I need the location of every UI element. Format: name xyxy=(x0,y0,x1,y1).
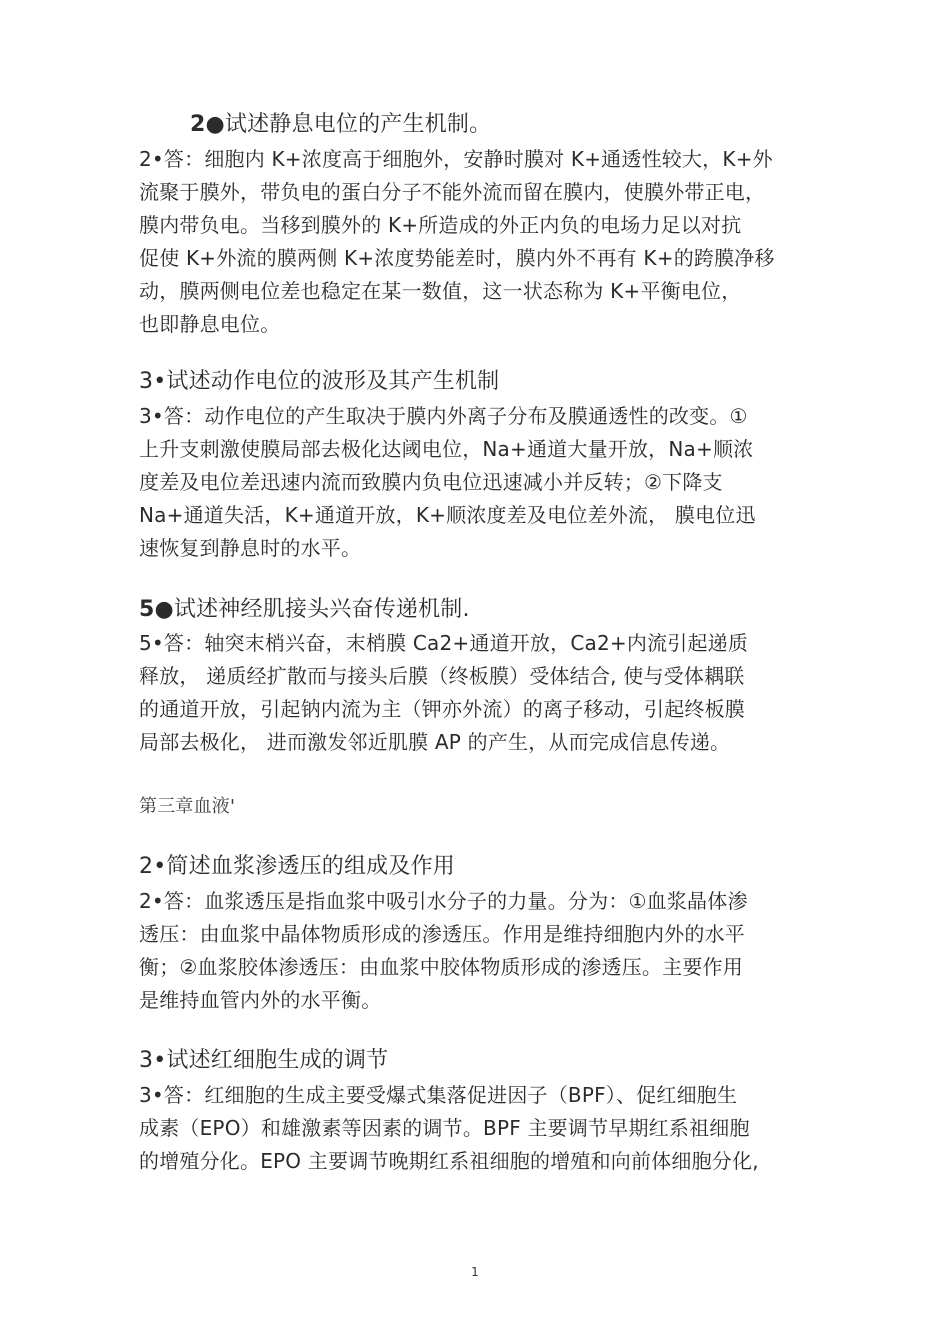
question-heading xyxy=(190,109,491,141)
answer-line: 3•答：动作电位的产生取决于膜内外离子分布及膜通透性的改变。① xyxy=(139,404,748,428)
answer-line: 是维持血管内外的水平衡。 xyxy=(139,988,382,1012)
question-number: 2● xyxy=(190,112,225,137)
answer-line: 促使 K+外流的膜两侧 K+浓度势能差时，膜内外不再有 K+的跨膜净移 xyxy=(139,246,775,270)
answer-line: 度差及电位差迅速内流而致膜内负电位迅速减小并反转；②下降支 xyxy=(139,470,723,494)
answer-line: 成素（EPO）和雄激素等因素的调节。BPF 主要调节早期红系祖细胞 xyxy=(139,1116,750,1140)
answer-line: 衡；②血浆胶体渗透压：由血浆中胶体物质形成的渗透压。主要作用 xyxy=(139,955,743,979)
answer-line: 上升支刺激使膜局部去极化达阈电位，Na+通道大量开放，Na+顺浓 xyxy=(139,437,754,461)
question-heading: 2•简述血浆渗透压的组成及作用 xyxy=(139,854,455,879)
question-heading: 3•试述动作电位的波形及其产生机制 xyxy=(139,369,500,394)
question-heading xyxy=(139,594,470,626)
answer-line: 释放， 递质经扩散而与接头后膜（终板膜）受体结合, 使与受体耦联 xyxy=(139,664,745,688)
page-number: 1 xyxy=(471,1265,479,1279)
answer-line: 3•答：红细胞的生成主要受爆式集落促进因子（BPF）、促红细胞生 xyxy=(139,1083,738,1107)
answer-line: 流聚于膜外，带负电的蛋白分子不能外流而留在膜内，使膜外带正电， xyxy=(139,180,766,204)
question-number: 5● xyxy=(139,597,174,622)
answer-line: 2•答：细胞内 K+浓度高于细胞外，安静时膜对 K+通透性较大，K+外 xyxy=(139,147,773,171)
answer-line: 膜内带负电。当移到膜外的 K+所造成的外正内负的电场力足以对抗 xyxy=(139,213,742,237)
answer-line: 动，膜两侧电位差也稳定在某一数值，这一状态称为 K+平衡电位， xyxy=(139,279,742,303)
chapter-heading: 第三章血液' xyxy=(139,796,236,817)
answer-line: 局部去极化， 进而激发邻近肌膜 AP 的产生，从而完成信息传递。 xyxy=(139,730,731,754)
question-text: 试述静息电位的产生机制。 xyxy=(224,112,492,137)
answer-line: 5•答：轴突末梢兴奋，末梢膜 Ca2+通道开放，Ca2+内流引起递质 xyxy=(139,631,749,655)
answer-line: 也即静息电位。 xyxy=(139,312,281,336)
answer-line: 的通道开放，引起钠内流为主（钾亦外流）的离子移动，引起终板膜 xyxy=(139,697,745,721)
question-heading: 3•试述红细胞生成的调节 xyxy=(139,1048,389,1073)
question-text: 试述神经肌接头兴奋传递机制. xyxy=(173,597,470,622)
answer-line: Na+通道失活，K+通道开放，K+顺浓度差及电位差外流， 膜电位迅 xyxy=(139,503,756,527)
answer-line: 速恢复到静息时的水平。 xyxy=(139,536,362,560)
answer-line: 2•答：血浆透压是指血浆中吸引水分子的力量。分为：①血浆晶体渗 xyxy=(139,889,748,913)
answer-line: 透压：由血浆中晶体物质形成的渗透压。作用是维持细胞内外的水平 xyxy=(139,922,745,946)
answer-line: 的增殖分化。EPO 主要调节晚期红系祖细胞的增殖和向前体细胞分化, xyxy=(139,1149,759,1173)
